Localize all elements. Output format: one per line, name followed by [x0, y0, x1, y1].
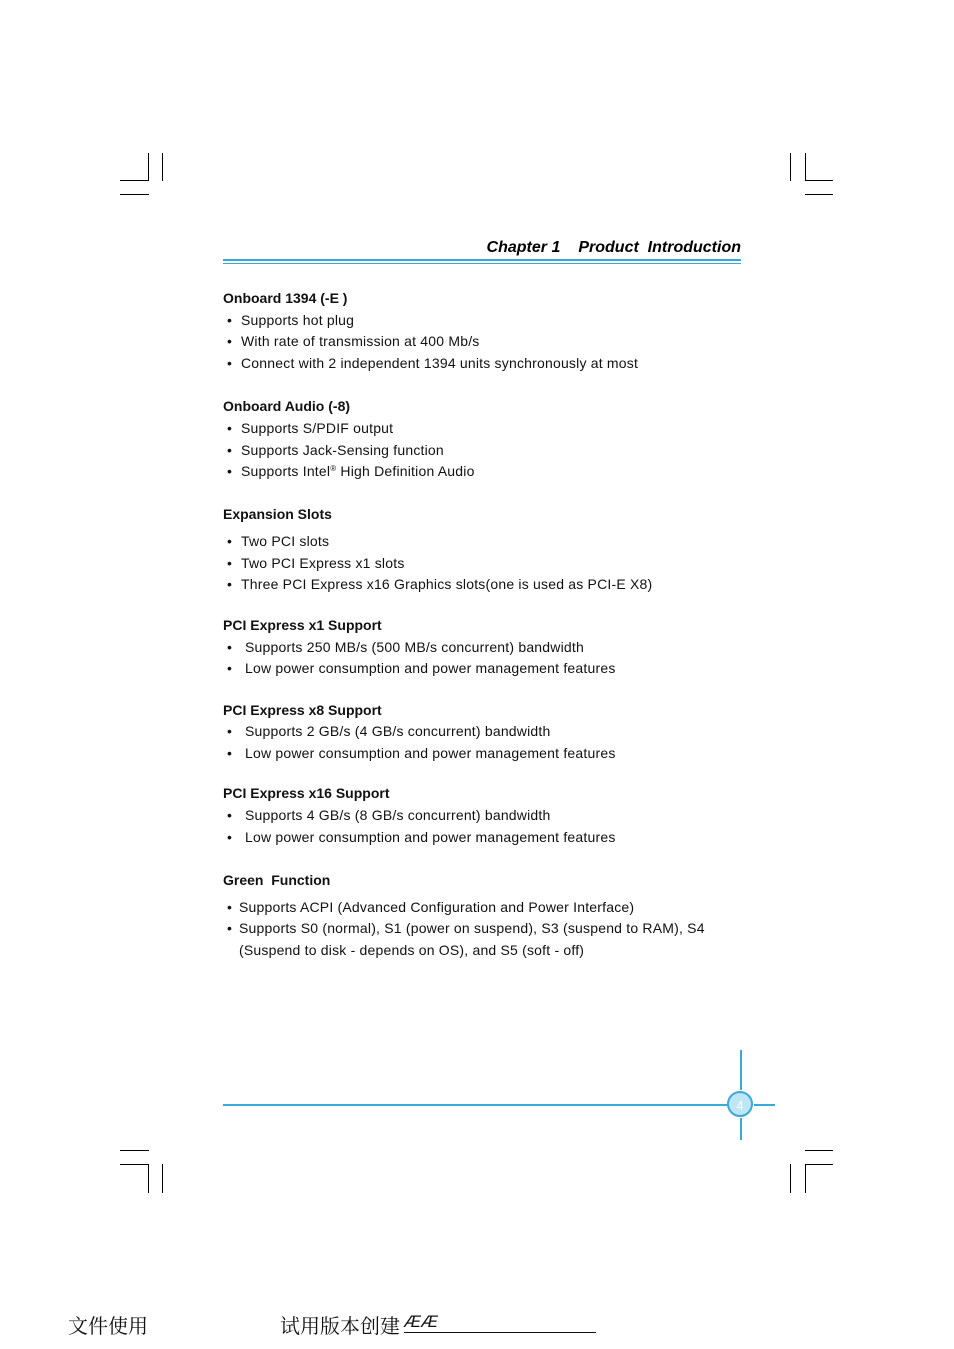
list-item: • Low power consumption and power management features	[227, 745, 616, 761]
list-item: • Supports S/PDIF output	[227, 420, 394, 436]
list-item: • Low power consumption and power management features	[227, 660, 616, 676]
footer-rule	[223, 1104, 728, 1106]
list-item: • Supports 4 GB/s (8 GB/s concurrent) bandwidth	[227, 807, 551, 823]
section-title-1394: Onboard 1394 (-E )	[223, 290, 348, 306]
section-title-green: Green Function	[223, 872, 331, 888]
chapter-label: Chapter 1	[486, 239, 561, 256]
list-item: • Supports S0 (normal), S1 (power on suspend), S3 (suspend to RAM), S4	[227, 920, 705, 936]
list-item: • Supports 2 GB/s (4 GB/s concurrent) bandwidth	[227, 723, 551, 739]
list-item: • Low power consumption and power management features	[227, 829, 616, 845]
list-item: • Three PCI Express x16 Graphics slots(one is used as PCI-E X8)	[227, 576, 653, 592]
watermark-right: 试用版本创建	[280, 1314, 400, 1338]
list-item: • Supports 250 MB/s (500 MB/s concurrent) bandwidth	[227, 639, 584, 655]
page-number: 4	[727, 1091, 753, 1117]
section-title-pcie-x16: PCI Express x16 Support	[223, 785, 390, 801]
registered-mark: ®	[330, 464, 337, 473]
section-title-expansion: Expansion Slots	[223, 506, 332, 522]
section-title-pcie-x1: PCI Express x1 Support	[223, 617, 382, 633]
list-item: • Supports hot plug	[227, 312, 355, 328]
list-item: • Supports Intel® High Definition Audio	[227, 463, 475, 479]
list-item-continuation: (Suspend to disk - depends on OS), and S5 (soft - off)	[239, 942, 585, 958]
chapter-title: Product Introduction	[578, 239, 741, 256]
list-item: • Supports ACPI (Advanced Configuration and Power Interface)	[227, 899, 635, 915]
list-item: • Supports Jack-Sensing function	[227, 442, 444, 458]
chapter-header	[223, 239, 741, 257]
footer-rule-right	[754, 1104, 775, 1106]
watermark-link[interactable]: ÆÆ	[404, 1312, 596, 1333]
list-item: • Two PCI slots	[227, 533, 330, 549]
footer-vertical-rule-top	[740, 1050, 742, 1090]
header-rule	[223, 259, 741, 261]
list-item: • With rate of transmission at 400 Mb/s	[227, 333, 480, 349]
section-title-pcie-x8: PCI Express x8 Support	[223, 702, 382, 718]
list-item: • Two PCI Express x1 slots	[227, 555, 405, 571]
watermark-left: 文件使用	[68, 1314, 148, 1338]
section-title-audio: Onboard Audio (-8)	[223, 398, 351, 414]
header-rule-thin	[223, 263, 741, 264]
footer-vertical-rule-bottom	[740, 1118, 742, 1140]
list-item: • Connect with 2 independent 1394 units synchronously at most	[227, 355, 639, 371]
